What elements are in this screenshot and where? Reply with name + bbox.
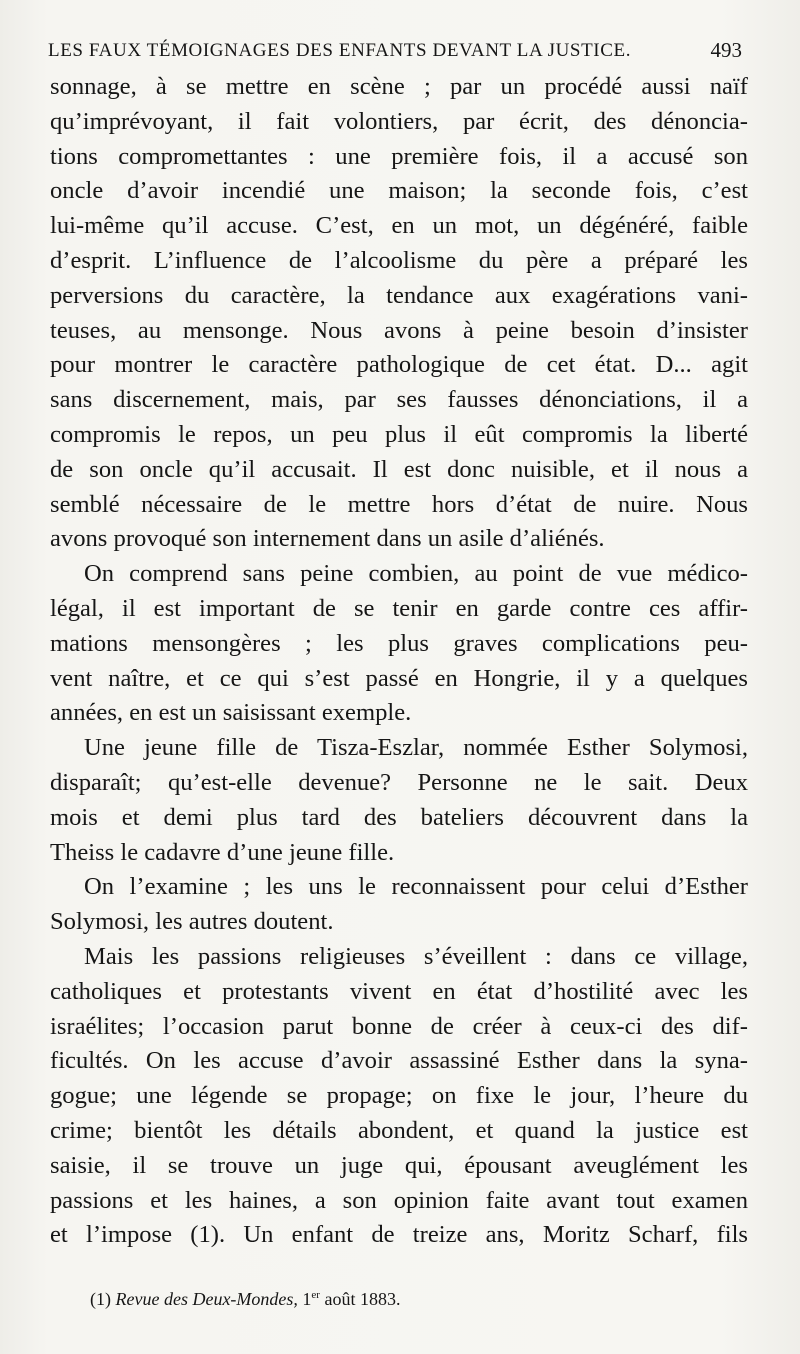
text-line: vent naître, et ce qui s’est passé en Hongrie, il y a quelques [50, 664, 748, 692]
text-line: disparaît; qu’est-elle devenue? Personne ne le sait. Deux [50, 768, 748, 796]
text-line: mations mensongères ; les plus graves complications peu- [50, 629, 748, 657]
text-line: Solymosi, les autres doutent. [50, 908, 334, 936]
footnote-source: Revue des Deux-Mondes, [115, 1289, 298, 1309]
text-line: crime; bientôt les détails abondent, et quand la justice est [50, 1116, 748, 1144]
text-line: Une jeune fille de Tisza-Eszlar, nommée Esther Solymosi, [84, 734, 748, 762]
text-line: années, en est un saisissant exemple. [50, 699, 412, 727]
text-line: de son oncle qu’il accusait. Il est donc nuisible, et il nous a [50, 455, 748, 483]
text-line: perversions du caractère, la tendance aux exagérations vani- [50, 281, 748, 309]
text-line: légal, il est important de se tenir en garde contre ces affir- [50, 594, 748, 622]
text-line: semblé nécessaire de le mettre hors d’état de nuire. Nous [50, 490, 748, 518]
text-line: israélites; l’occasion parut bonne de créer à ceux-ci des dif- [50, 1012, 748, 1040]
text-line: pour montrer le caractère pathologique de cet état. D... agit [50, 351, 748, 379]
text-line: catholiques et protestants vivent en état d’hostilité avec les [50, 977, 748, 1005]
footnote-date: août 1883. [324, 1289, 401, 1309]
page-number: 493 [710, 38, 742, 62]
text-line: et l’impose (1). Un enfant de treize ans, Moritz Scharf, fils [50, 1221, 748, 1249]
text-line: ficultés. On les accuse d’avoir assassiné Esther dans la syna- [50, 1047, 748, 1075]
text-line: passions et les haines, a son opinion faite avant tout examen [50, 1186, 748, 1214]
text-line: Theiss le cadavre d’une jeune fille. [50, 838, 395, 866]
text-line: saisie, il se trouve un juge qui, épousant aveuglément les [50, 1151, 748, 1179]
body-text [50, 70, 748, 1253]
text-line: compromis le repos, un peu plus il eût compromis la liberté [50, 420, 748, 448]
text-line: qu’imprévoyant, il fait volontiers, par écrit, des dénoncia- [50, 107, 748, 135]
text-line: On l’examine ; les uns le reconnaissent pour celui d’Esther [84, 873, 748, 901]
text-line: gogue; une légende se propage; on fixe le jour, l’heure du [50, 1082, 748, 1110]
running-title: LES FAUX TÉMOIGNAGES DES ENFANTS DEVANT LA JUSTICE. [48, 40, 632, 61]
text-line: tions compromettantes : une première fois, il a accusé son [50, 142, 748, 170]
text-line: oncle d’avoir incendié une maison; la seconde fois, c’est [50, 177, 748, 205]
text-line: sonnage, à se mettre en scène ; par un procédé aussi naïf [50, 73, 748, 100]
footnote-day-suffix: er [311, 1289, 320, 1301]
footnote [90, 1289, 400, 1310]
text-line: Mais les passions religieuses s’éveillent : dans ce village, [84, 942, 748, 970]
text-line: sans discernement, mais, par ses fausses dénonciations, il a [50, 386, 748, 414]
footnote-marker: (1) [90, 1289, 111, 1309]
text-line: d’esprit. L’influence de l’alcoolisme du père a préparé les [50, 246, 748, 274]
footnote-day: 1 [302, 1289, 312, 1309]
text-line: mois et demi plus tard des bateliers découvrent dans la [50, 803, 748, 831]
running-head [48, 40, 742, 70]
text-line: avons provoqué son internement dans un asile d’aliénés. [50, 525, 605, 553]
text-line: teuses, au mensonge. Nous avons à peine besoin d’insister [50, 316, 748, 344]
text-line: lui-même qu’il accuse. C’est, en un mot, un dégénéré, faible [50, 212, 748, 240]
text-line: On comprend sans peine combien, au point de vue médico- [84, 560, 748, 588]
